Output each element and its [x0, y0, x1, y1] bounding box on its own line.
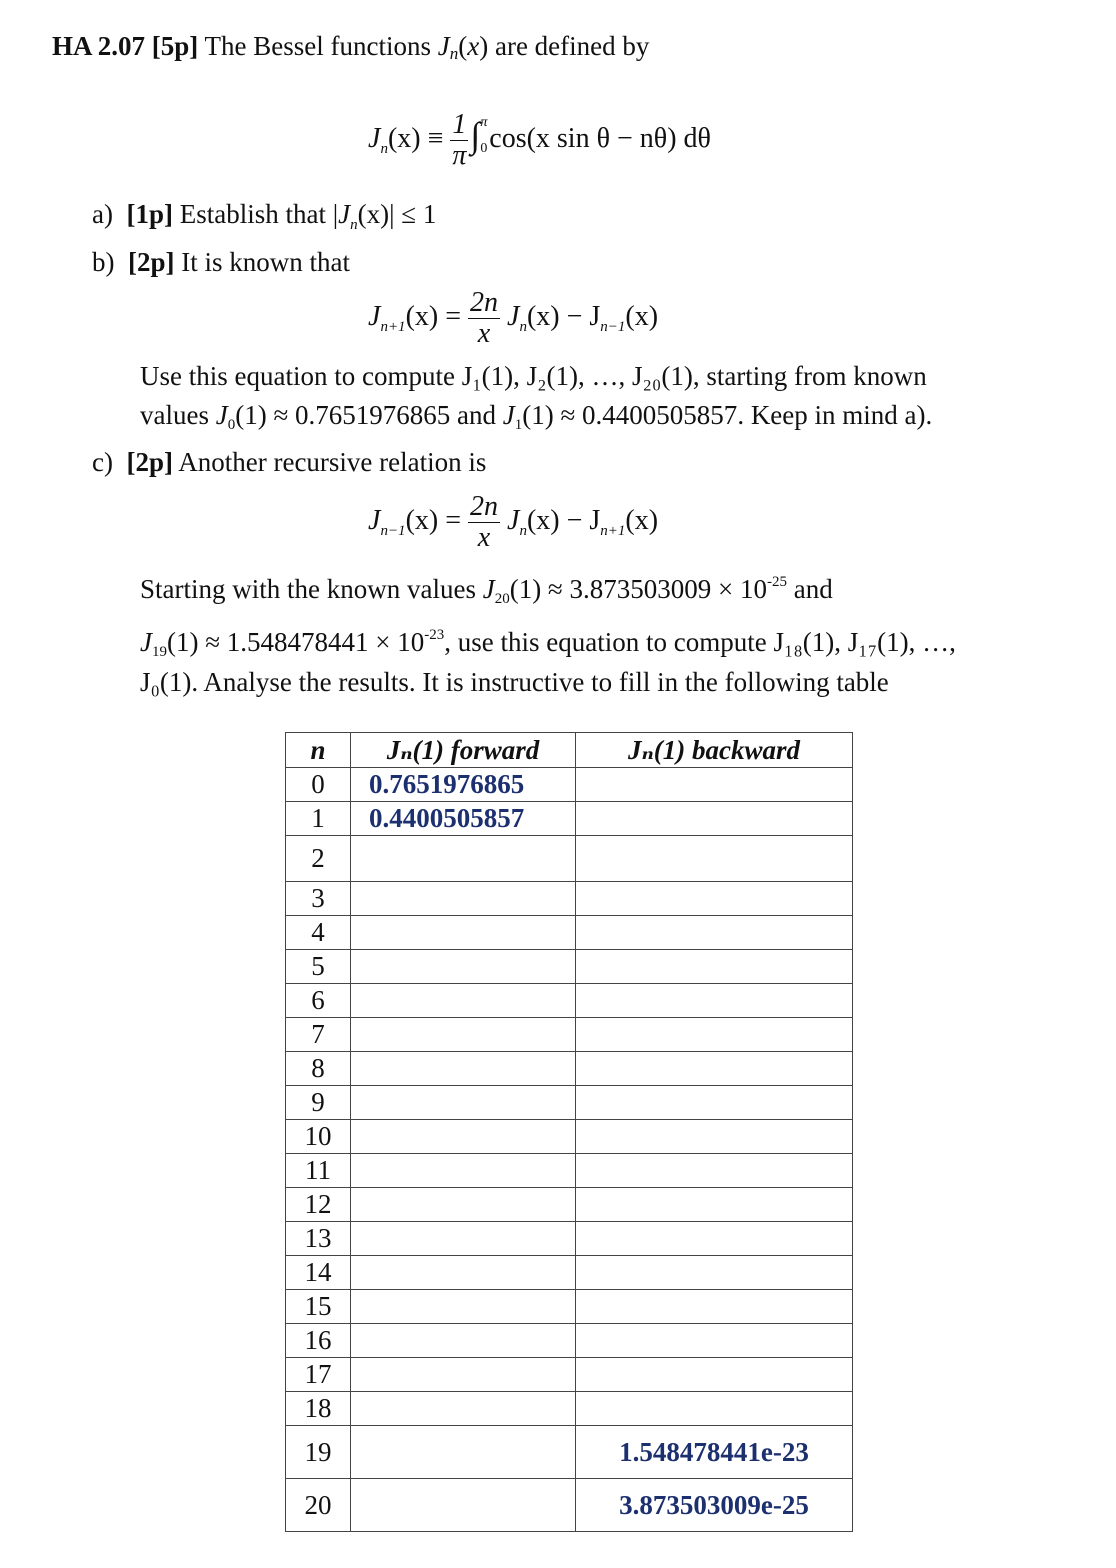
table-row: [286, 802, 853, 836]
part-c-label: c): [92, 447, 113, 477]
cell-n: 3: [286, 882, 351, 916]
cell-n: 14: [286, 1256, 351, 1290]
cell-backward: [576, 1018, 853, 1052]
table-row: [286, 768, 853, 802]
intro-func: Jn(x): [437, 31, 489, 63]
part-b-line-2: values J0(1) ≈ 0.7651976865 and J1(1) ≈ 0.4400505857. Keep in mind a).: [140, 400, 933, 433]
cell-n: 10: [286, 1120, 351, 1154]
cell-n: 0: [286, 768, 351, 802]
cell-n: 19: [286, 1426, 351, 1479]
table-row: [286, 1018, 853, 1052]
cell-backward: [576, 836, 853, 882]
table-row: [286, 1052, 853, 1086]
cell-n: 12: [286, 1188, 351, 1222]
cell-n: 16: [286, 1324, 351, 1358]
cell-n: 13: [286, 1222, 351, 1256]
cell-n: 2: [286, 836, 351, 882]
def-fraction: $\frac{1}{\pi}$: [452, 109, 467, 171]
problem-points: [5p]: [151, 31, 199, 61]
part-b-label: b): [92, 247, 115, 277]
cell-forward: [351, 916, 576, 950]
cell-backward: [576, 1256, 853, 1290]
header-forward: Jₙ(1) forward: [351, 733, 576, 768]
cell-backward: [576, 1324, 853, 1358]
cell-forward: [351, 836, 576, 882]
cell-n: 7: [286, 1018, 351, 1052]
bessel-results-table: [285, 732, 853, 1532]
cell-forward: 0.7651976865: [351, 768, 576, 802]
cell-forward: [351, 1479, 576, 1532]
cell-backward: [576, 1290, 853, 1324]
intro-text-2: are defined by: [494, 31, 650, 61]
cell-forward: [351, 1154, 576, 1188]
cell-n: 8: [286, 1052, 351, 1086]
part-b-points: [2p]: [128, 247, 175, 277]
forward-fraction: $\frac{2n}{x}$: [470, 287, 499, 349]
part-b-line-1: Use this equation to compute J₁(1), J₂(1), …, J₂₀(1), starting from known: [140, 361, 927, 391]
table-row: [286, 1358, 853, 1392]
cell-forward: [351, 1188, 576, 1222]
table-row: [286, 1479, 853, 1532]
cell-n: 5: [286, 950, 351, 984]
forward-recurrence-equation: $J_{n+1}(x)$ = $\frac{2n}{x}$ $J_n(x) - J_{n-1}(x)$: [368, 287, 659, 349]
table-row: [286, 1392, 853, 1426]
header-backward: Jₙ(1) backward: [576, 733, 853, 768]
cell-n: 11: [286, 1154, 351, 1188]
table-header-row: [286, 733, 853, 768]
cell-n: 9: [286, 1086, 351, 1120]
table-row: [286, 1086, 853, 1120]
cell-n: 17: [286, 1358, 351, 1392]
cell-backward: [576, 1086, 853, 1120]
cell-backward: [576, 1358, 853, 1392]
part-a-label: a): [92, 199, 113, 229]
cell-forward: 0.4400505857: [351, 802, 576, 836]
table-row: [286, 882, 853, 916]
cell-forward: [351, 950, 576, 984]
cell-forward: [351, 1426, 576, 1479]
cell-forward: [351, 1392, 576, 1426]
cell-n: 4: [286, 916, 351, 950]
cell-forward: [351, 1018, 576, 1052]
cell-backward: [576, 984, 853, 1018]
part-a: [92, 198, 436, 241]
cell-forward: [351, 1086, 576, 1120]
definition-equation: [368, 110, 711, 171]
cell-backward: [576, 916, 853, 950]
table-row: [286, 1154, 853, 1188]
table-row: [286, 1222, 853, 1256]
part-c: [92, 446, 486, 478]
cell-backward: [576, 1120, 853, 1154]
table-row: [286, 1426, 853, 1479]
cell-backward: [576, 802, 853, 836]
cell-forward: [351, 1120, 576, 1154]
cell-forward: [351, 984, 576, 1018]
table-row: [286, 1188, 853, 1222]
table-row: [286, 836, 853, 882]
problem-code: HA 2.07: [52, 31, 146, 61]
cell-forward: [351, 1256, 576, 1290]
cell-backward: [576, 950, 853, 984]
table-row: [286, 916, 853, 950]
intro-text-1: The Bessel functions: [204, 31, 431, 61]
cell-backward: [576, 1154, 853, 1188]
cell-backward: 1.548478441e-23: [576, 1426, 853, 1479]
def-integrand: cos(x sin θ − nθ) dθ: [489, 122, 711, 154]
part-b: [92, 246, 350, 278]
part-a-expr: $|J_n(x)| \le 1$: [332, 199, 437, 233]
cell-n: 15: [286, 1290, 351, 1324]
part-a-text: Establish that: [179, 199, 326, 229]
table-row: [286, 1120, 853, 1154]
table-row: [286, 950, 853, 984]
cell-forward: [351, 1052, 576, 1086]
table-row: [286, 1324, 853, 1358]
cell-forward: [351, 1358, 576, 1392]
cell-backward: [576, 1188, 853, 1222]
table-row: [286, 1256, 853, 1290]
cell-backward: [576, 1222, 853, 1256]
part-b-text: It is known that: [181, 247, 350, 277]
table-row: [286, 1290, 853, 1324]
cell-forward: [351, 1290, 576, 1324]
backward-fraction: $\frac{2n}{x}$: [470, 491, 499, 553]
cell-forward: [351, 1324, 576, 1358]
part-c-text: Another recursive relation is: [178, 447, 487, 477]
part-a-points: [1p]: [126, 199, 173, 229]
cell-n: 18: [286, 1392, 351, 1426]
cell-n: 1: [286, 802, 351, 836]
part-c-points: [2p]: [126, 447, 173, 477]
integral-sign: ∫ π 0: [470, 114, 488, 156]
cell-backward: [576, 1052, 853, 1086]
header-n: n: [286, 733, 351, 768]
cell-backward: [576, 882, 853, 916]
table-row: [286, 984, 853, 1018]
cell-backward: 3.873503009e-25: [576, 1479, 853, 1532]
part-c-line-3: J₀(1). Analyse the results. It is instructive to fill in the following table: [140, 667, 889, 697]
part-c-line-2: $J19(1) \approx 1.548478441 \times 10^{-23}$, use this equation to compute J₁₈(1), J₁₇(1), …,: [140, 627, 956, 660]
cell-backward: [576, 768, 853, 802]
part-c-line-1: Starting with the known values $J20(1) \approx 3.873503009 \times 10^{-25}$ and: [140, 574, 833, 607]
cell-n: 20: [286, 1479, 351, 1532]
backward-recurrence-equation: $J_{n-1}(x)$ = $\frac{2n}{x}$ $J_n(x) - J_{n+1}(x)$: [368, 491, 659, 553]
cell-forward: [351, 882, 576, 916]
cell-backward: [576, 1392, 853, 1426]
def-lhs: $J_n(x)$ ≡: [368, 122, 444, 157]
cell-n: 6: [286, 984, 351, 1018]
problem-heading: [52, 30, 649, 70]
cell-forward: [351, 1222, 576, 1256]
